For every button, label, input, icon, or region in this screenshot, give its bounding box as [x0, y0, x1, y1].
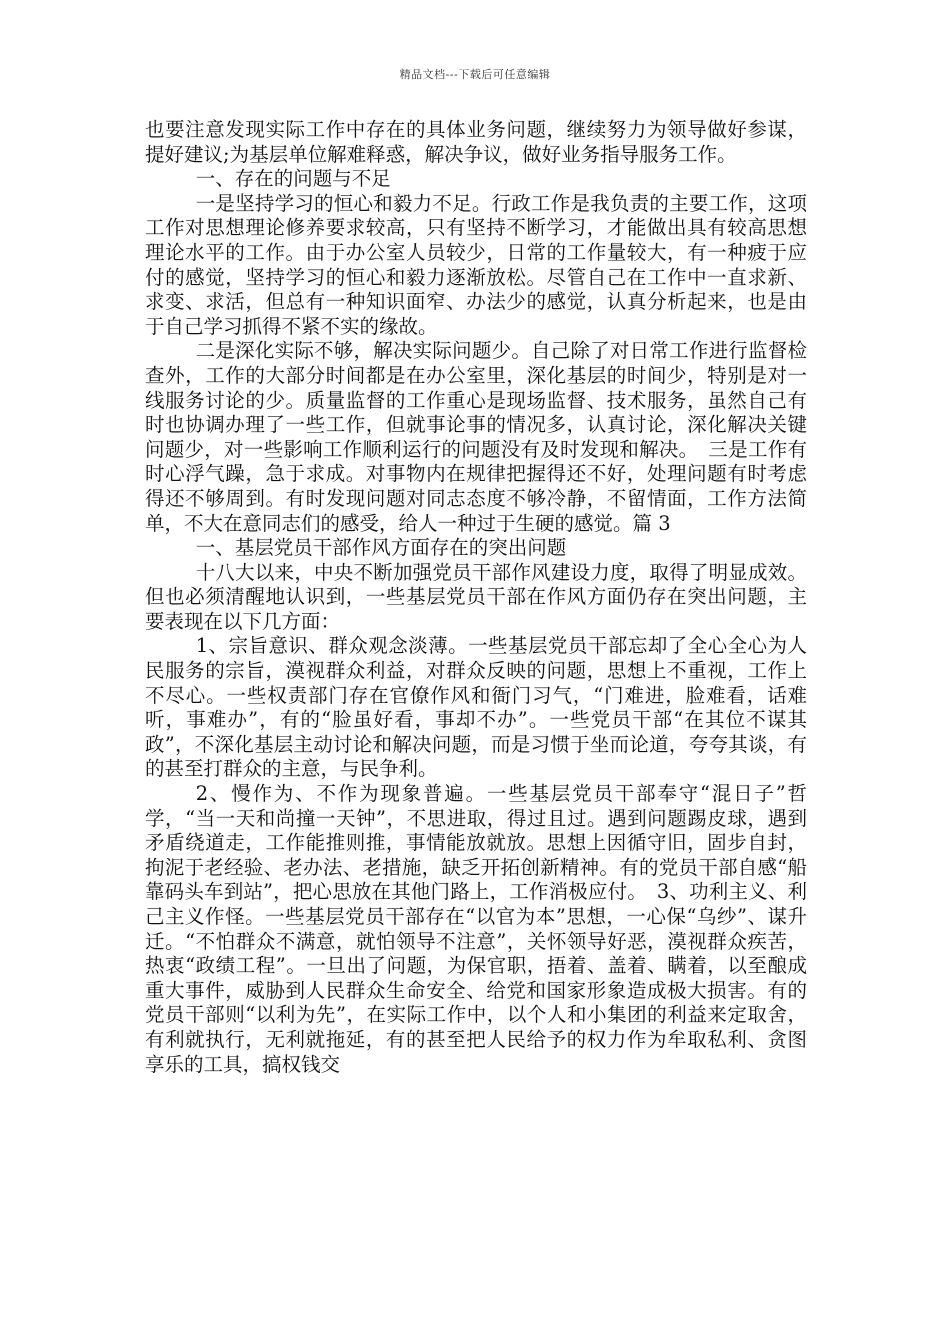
paragraph-point-2-3: 2、慢作为、不作为现象普遍。一些基层党员干部奉守“混日子”哲学，“当一天和尚撞一天钟”，不思进取，得过且过。遇到问题踢皮球，遇到矛盾绕道走，工作能推则推，事情能放就放。思想上因循守旧，固步自封，拘泥于老经验、老办法、老措施，缺乏开拓创新精神。有的党员干部自感“船靠码头车到站”，把心思放在其他门路上，工作消极应付。 3、功利主义、利己主义作怪。一些基层党员干部存在“以官为本”思想，一心保“乌纱”、谋升迁。“不怕群众不满意，就怕领导不注意”，关怀领导好恶，漠视群众疾苦，热衷“政绩工程”。一旦出了问题，为保官职，捂着、盖着、瞒着，以至酿成重大事件，威胁到人民群众生命安全、给党和国家形象造成极大损害。有的党员干部则“以利为先”，在实际工作中，以个人和小集团的利益来定取舍，有利就执行，无利就拖延，有的甚至把人民给予的权力作为牟取私利、贪图享乐的工具，搞权钱交	[145, 782, 807, 1076]
document-body	[145, 118, 807, 1077]
paragraph-practice-insufficient: 二是深化实际不够，解决实际问题少。自己除了对日常工作进行监督检查外，工作的大部分时间都是在办公室里，深化基层的时间少，特别是对一线服务讨论的少。质量监督的工作重心是现场监督、技术服务，虽然自己有时也协调办理了一些工作，但就事论事的情况多，认真讨论，深化解决关键问题少，对一些影响工作顺利运行的问题没有及时发现和解决。 三是工作有时心浮气躁，急于求成。对事物内在规律把握得还不好，处理问题有时考虑得还不够周到。有时发现问题对同志态度不够冷静，不留情面，工作方法简单，不大在意同志们的感受，给人一种过于生硬的感觉。篇 3	[145, 339, 807, 535]
section-heading-cadre-style: 一、基层党员干部作风方面存在的突出问题	[195, 536, 567, 560]
paragraph-point-1: 1、宗旨意识、群众观念淡薄。一些基层党员干部忘却了全心全心为人民服务的宗旨，漠视群众利益，对群众反映的问题，思想上不重视，工作上不尽心。一些权责部门存在官僚作风和衙门习气，“门难进，脸难看，话难听，事难办”，有的“脸虽好看，事却不办”。一些党员干部“在其位不谋其政”，不深化基层主动讨论和解决问题，而是习惯于坐而论道，夸夸其谈，有的甚至打群众的主意，与民争利。	[145, 634, 807, 781]
paragraph-continuation: 也要注意发现实际工作中存在的具体业务问题，继续努力为领导做好参谋，提好建议;为基层单位解难释惑，解决争议，做好业务指导服务工作。	[145, 118, 807, 166]
paragraph-eighteenth-congress: 十八大以来，中央不断加强党员干部作风建设力度，取得了明显成效。但也必须清醒地认识到，一些基层党员干部在作风方面仍存在突出问题，主要表现在以下几方面：	[145, 560, 807, 633]
page-header: 精品文档---下载后可任意编辑	[399, 68, 551, 81]
paragraph-study-persistence: 一是坚持学习的恒心和毅力不足。行政工作是我负责的主要工作，这项工作对思想理论修养要求较高，只有坚持不断学习，才能做出具有较高思想理论水平的工作。由于办公室人员较少，日常的工作量较大，有一种疲于应付的感觉，坚持学习的恒心和毅力逐渐放松。尽管自己在工作中一直求新、求变、求活，但总有一种知识面窄、办法少的感觉，认真分析起来，也是由于自己学习抓得不紧不实的缘故。	[145, 191, 807, 338]
section-heading-problems: 一、存在的问题与不足	[195, 167, 391, 191]
